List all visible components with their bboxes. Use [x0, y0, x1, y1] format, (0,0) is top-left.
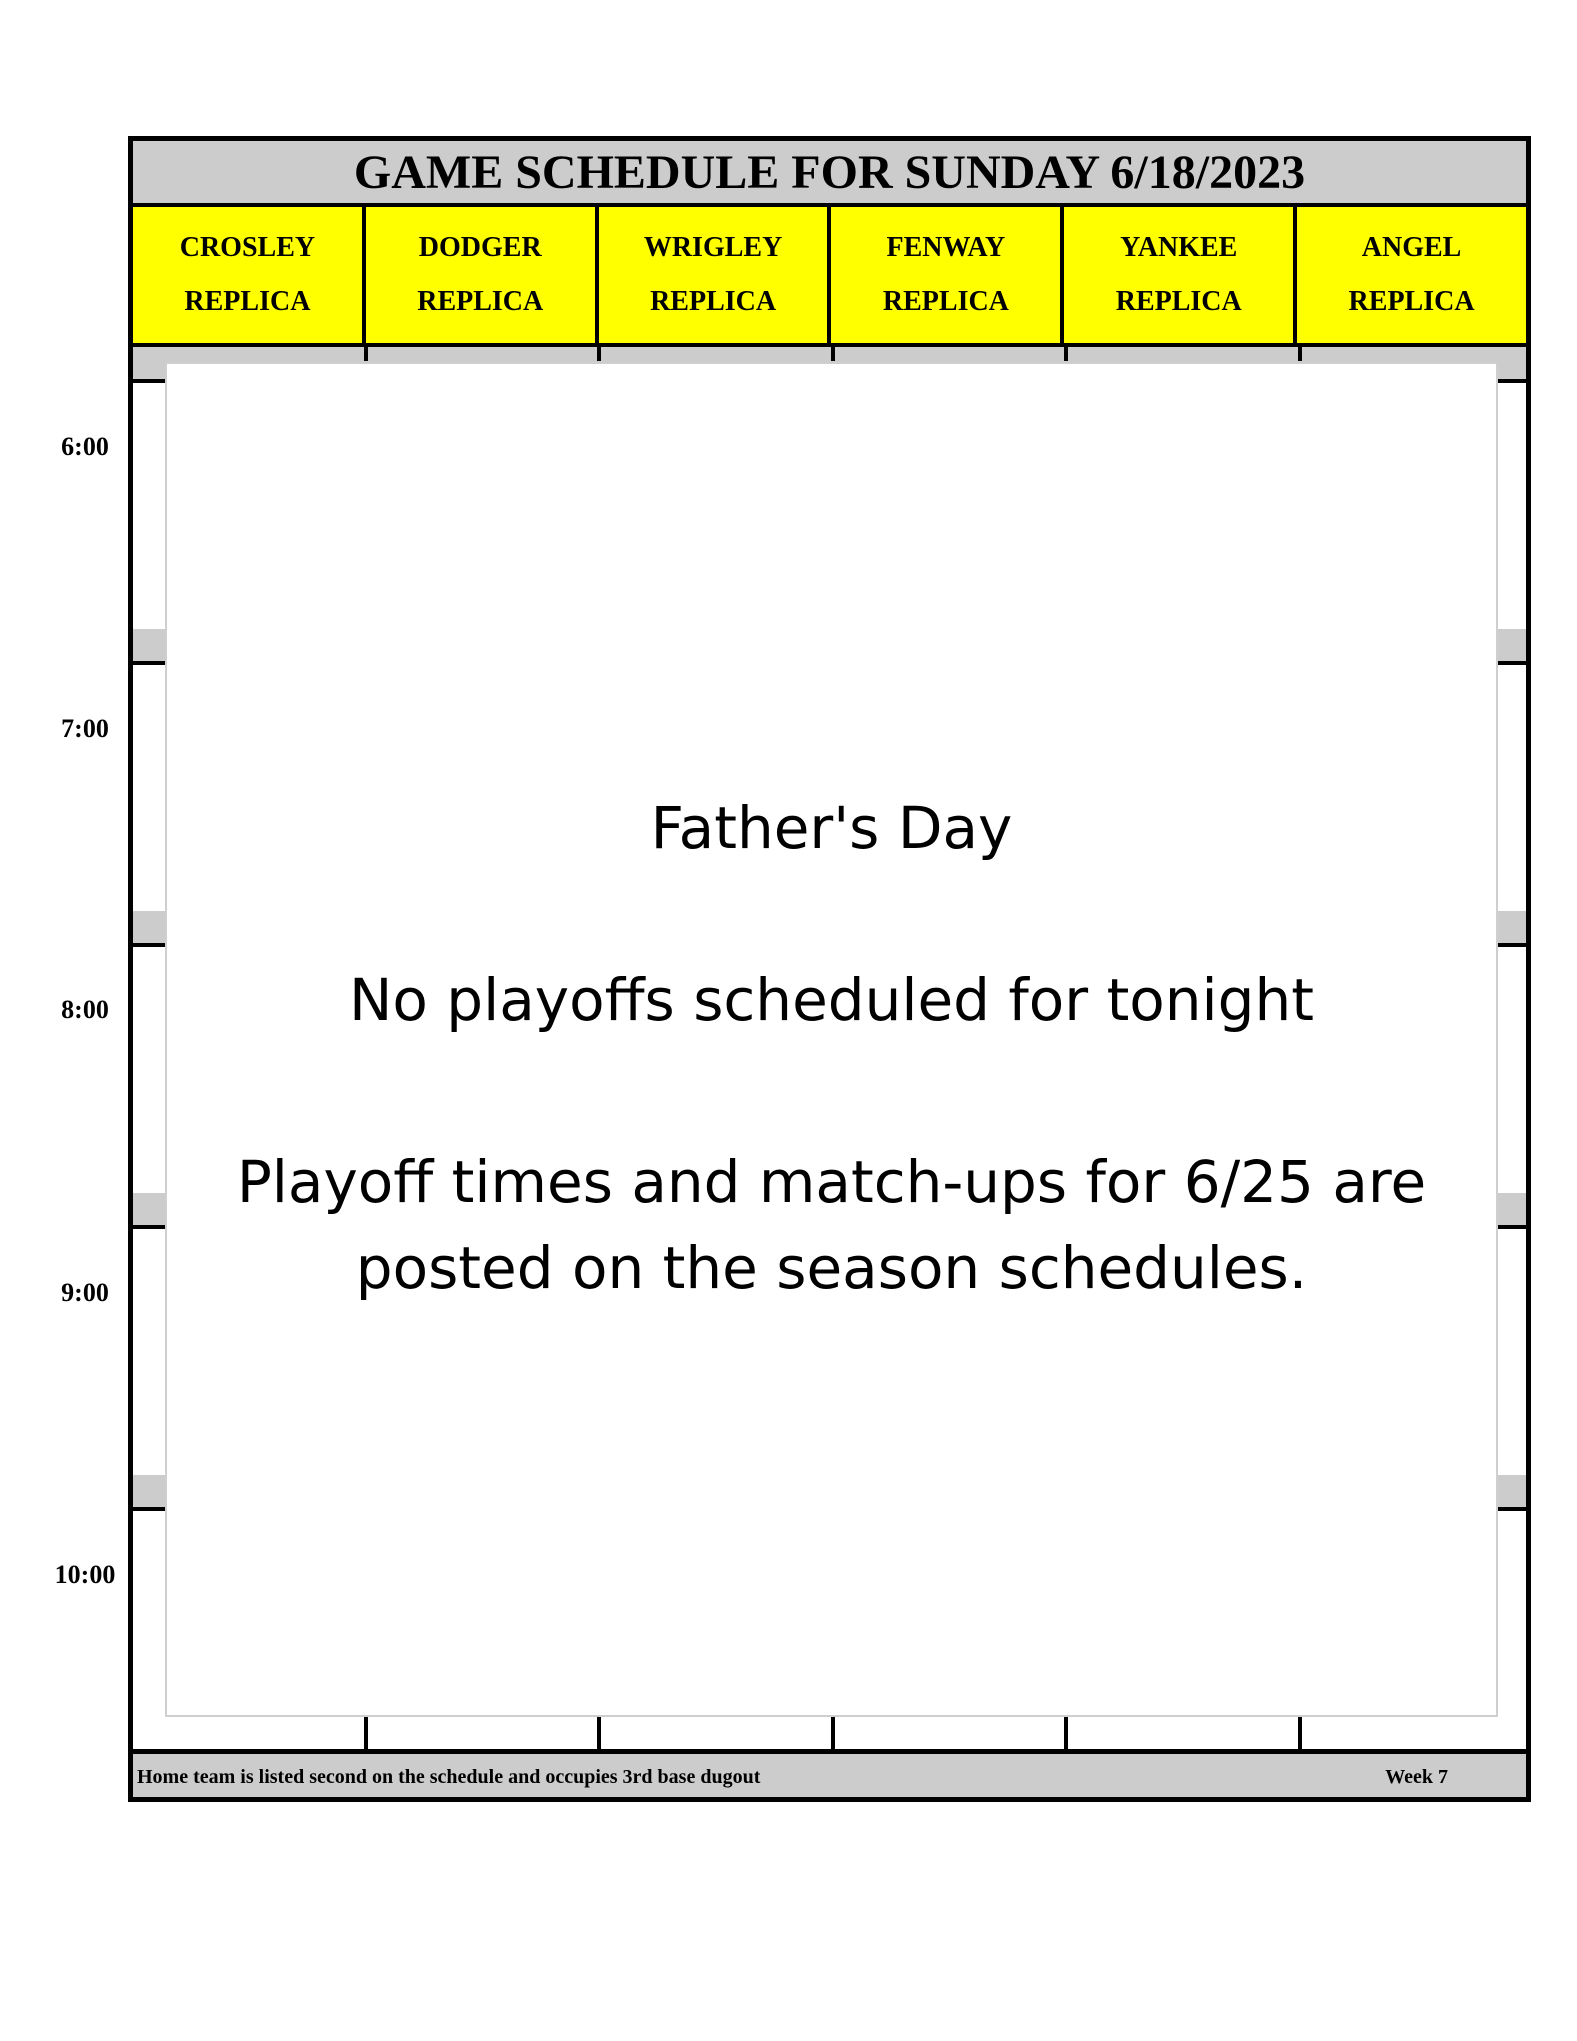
time-label-10: 10:00 — [54, 1560, 116, 1589]
notice-playoff-line-2: posted on the season schedules. — [355, 1234, 1308, 1302]
field-type: REPLICA — [882, 286, 1009, 317]
column-divider — [1298, 347, 1302, 361]
column-divider — [831, 347, 835, 361]
notice-playoff-info — [167, 1139, 1496, 1311]
field-type: REPLICA — [417, 286, 544, 317]
column-divider — [1064, 347, 1068, 361]
time-label-7: 7:00 — [61, 714, 109, 743]
week-label: Week 7 — [1385, 1766, 1448, 1788]
field-name: ANGEL — [1361, 232, 1462, 263]
field-header-dodger — [366, 207, 599, 343]
field-name: YANKEE — [1120, 232, 1238, 263]
time-label-8: 8:00 — [61, 995, 109, 1024]
time-label-6: 6:00 — [61, 432, 109, 461]
notice-holiday: Father's Day — [650, 794, 1013, 862]
notice-playoff-line-1: Playoff times and match-ups for 6/25 are — [236, 1148, 1427, 1216]
field-name: DODGER — [418, 232, 542, 263]
field-header-row — [133, 207, 1526, 347]
field-header-wrigley — [599, 207, 832, 343]
time-label-9: 9:00 — [61, 1278, 109, 1307]
field-header-yankee — [1064, 207, 1297, 343]
schedule-title: GAME SCHEDULE FOR SUNDAY 6/18/2023 — [133, 141, 1526, 207]
schedule-footer — [133, 1749, 1526, 1797]
field-name: CROSLEY — [179, 232, 316, 263]
field-header-angel — [1297, 207, 1526, 343]
field-name: FENWAY — [886, 232, 1006, 263]
field-header-fenway — [831, 207, 1064, 343]
field-header-crosley — [133, 207, 366, 343]
field-type: REPLICA — [1115, 286, 1242, 317]
column-divider — [597, 347, 601, 361]
notice-box — [165, 362, 1498, 1717]
notice-no-playoffs: No playoffs scheduled for tonight — [349, 966, 1314, 1034]
field-type: REPLICA — [1348, 286, 1475, 317]
field-type: REPLICA — [650, 286, 777, 317]
home-team-note: Home team is listed second on the schedule and occupies 3rd base dugout — [137, 1766, 761, 1788]
field-type: REPLICA — [184, 286, 311, 317]
column-divider — [364, 347, 368, 361]
field-name: WRIGLEY — [643, 232, 783, 263]
